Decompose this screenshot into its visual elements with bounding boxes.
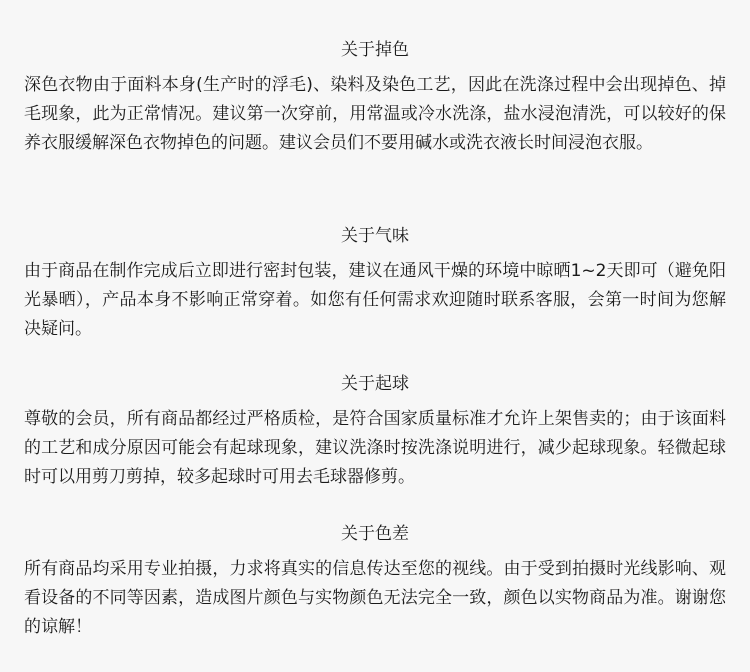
section-body: 由于商品在制作完成后立即进行密封包装，建议在通风干燥的环境中晾晒1~2天即可（避免阳光暴晒），产品本身不影响正常穿着。如您有任何需求欢迎随时联系客服，会第一时间为您解决疑问。 bbox=[24, 261, 726, 339]
section-title: 关于气味 bbox=[341, 226, 409, 246]
section-title: 关于色差 bbox=[341, 524, 409, 544]
section-body: 所有商品均采用专业拍摄，力求将真实的信息传达至您的视线。由于受到拍摄时光线影响、观看设备的不同等因素，造成图片颜色与实物颜色无法完全一致，颜色以实物商品为准。谢谢您的谅解！ bbox=[24, 559, 726, 637]
section-title: 关于起球 bbox=[341, 374, 409, 394]
section-color-fading bbox=[24, 39, 726, 158]
section-body: 尊敬的会员，所有商品都经过严格质检，是符合国家质量标准才允许上架售卖的；由于该面料的工艺和成分原因可能会有起球现象，建议洗涤时按洗涤说明进行，减少起球现象。轻微起球时可以用剪刀剪掉，较多起球时可用去毛球器修剪。 bbox=[24, 409, 726, 487]
section-body: 深色衣物由于面料本身(生产时的浮毛)、染料及染色工艺，因此在洗涤过程中会出现掉色、掉毛现象，此为正常情况。建议第一次穿前，用常温或冷水洗涤，盐水浸泡清洗，可以较好的保养衣服缓解深色衣物掉色的问题。建议会员们不要用碱水或洗衣液长时间浸泡衣服。 bbox=[24, 75, 726, 153]
section-title: 关于掉色 bbox=[341, 40, 409, 60]
section-odor bbox=[24, 225, 726, 344]
section-pilling bbox=[24, 373, 726, 492]
section-color-difference bbox=[24, 523, 726, 642]
